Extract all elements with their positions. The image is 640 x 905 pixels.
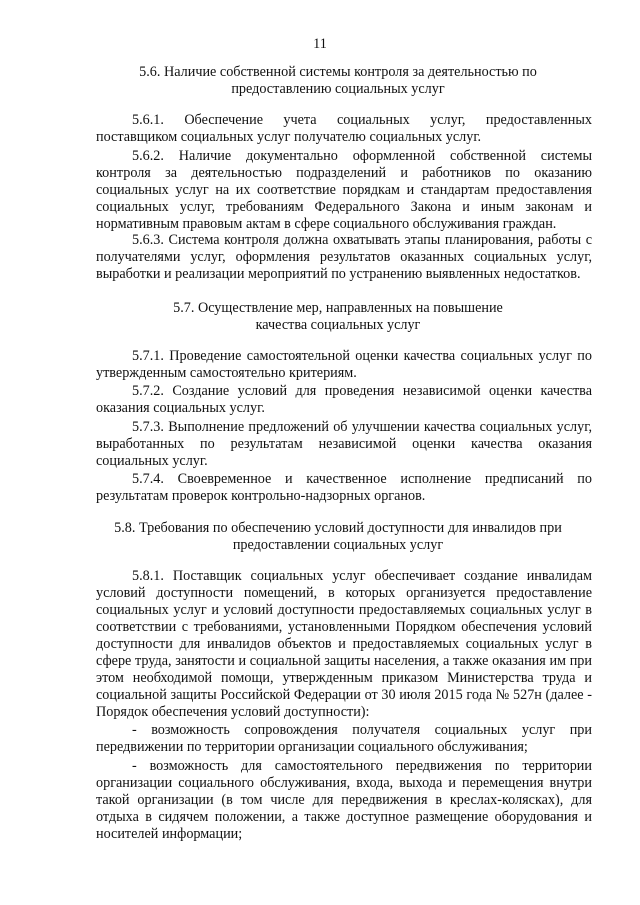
paragraph-5-6-3: 5.6.3. Система контроля должна охватывать этапы планирования, работы с получателями услуг, оформления результатов оказанных социальных услуг, выработки и реализации мероприятий по устранению выявленных недостатков. (96, 232, 592, 282)
paragraph-5-8-1: 5.8.1. Поставщик социальных услуг обеспечивает создание инвалидам условий доступности помещений, в которых организуется предоставление социальных услуг и условий доступности предоставляемых социальных услуг в соответствии с требованиями, установленными Порядком обеспечения условий доступности для инвалидов объектов и предоставляемых социальных услуг в сфере труда, занятости и социальной защиты населения, а также оказания им при этом необходимой помощи, утвержденным приказом Министерства труда и социальной защиты Российской Федерации от 30 июля 2015 года № 527н (далее - Порядок обеспечения условий доступности): (96, 568, 592, 720)
section-5-7-heading (96, 300, 580, 334)
paragraph-5-7-4: 5.7.4. Своевременное и качественное исполнение предписаний по результатам проверок контрольно-надзорных органов. (96, 471, 592, 504)
section-5-6-heading (96, 64, 580, 98)
paragraph-5-7-2: 5.7.2. Создание условий для проведения независимой оценки качества оказания социальных услуг. (96, 383, 592, 416)
section-5-8-heading (96, 520, 580, 554)
section-5-6-heading-line-1: 5.6. Наличие собственной системы контроля за деятельностью по (139, 64, 537, 80)
paragraph-5-6-1: 5.6.1. Обеспечение учета социальных услуг, предоставленных поставщиком социальных услуг получателю социальных услуг. (96, 112, 592, 145)
section-5-7-heading-line-1: 5.7. Осуществление мер, направленных на повышение (173, 300, 503, 316)
paragraph-5-7-1: 5.7.1. Проведение самостоятельной оценки качества социальных услуг по утвержденным самостоятельно критериям. (96, 348, 592, 381)
paragraph-5-6-2: 5.6.2. Наличие документально оформленной собственной системы контроля за деятельностью подразделений и работников по оказанию социальных услуг на их соответствие порядкам и стандартам предоставления социальных услуг, требованиям Федерального Закона и иным законам и нормативным правовым актам в сфере социального обслуживания граждан. (96, 148, 592, 232)
section-5-8-heading-line-1: 5.8. Требования по обеспечению условий доступности для инвалидов при (114, 520, 562, 536)
paragraph-5-7-3: 5.7.3. Выполнение предложений об улучшении качества социальных услуг, выработанных по результатам независимой оценки качества оказания социальных услуг. (96, 419, 592, 469)
section-5-7-heading-line-2: качества социальных услуг (255, 317, 421, 333)
page-number: 11 (313, 36, 327, 52)
bullet-independent-movement: - возможность для самостоятельного передвижения по территории организации социального обслуживания, входа, выхода и перемещения внутри такой организации (в том числе для передвижения в креслах-колясках), для отдыха в сидячем положении, а также доступное размещение оборудования и носителей информации; (96, 758, 592, 842)
bullet-accompaniment: - возможность сопровождения получателя социальных услуг при передвижении по территории организации социального обслуживания; (96, 722, 592, 755)
section-5-6-heading-line-2: предоставлению социальных услуг (231, 81, 445, 97)
section-5-8-heading-line-2: предоставлении социальных услуг (232, 537, 444, 553)
